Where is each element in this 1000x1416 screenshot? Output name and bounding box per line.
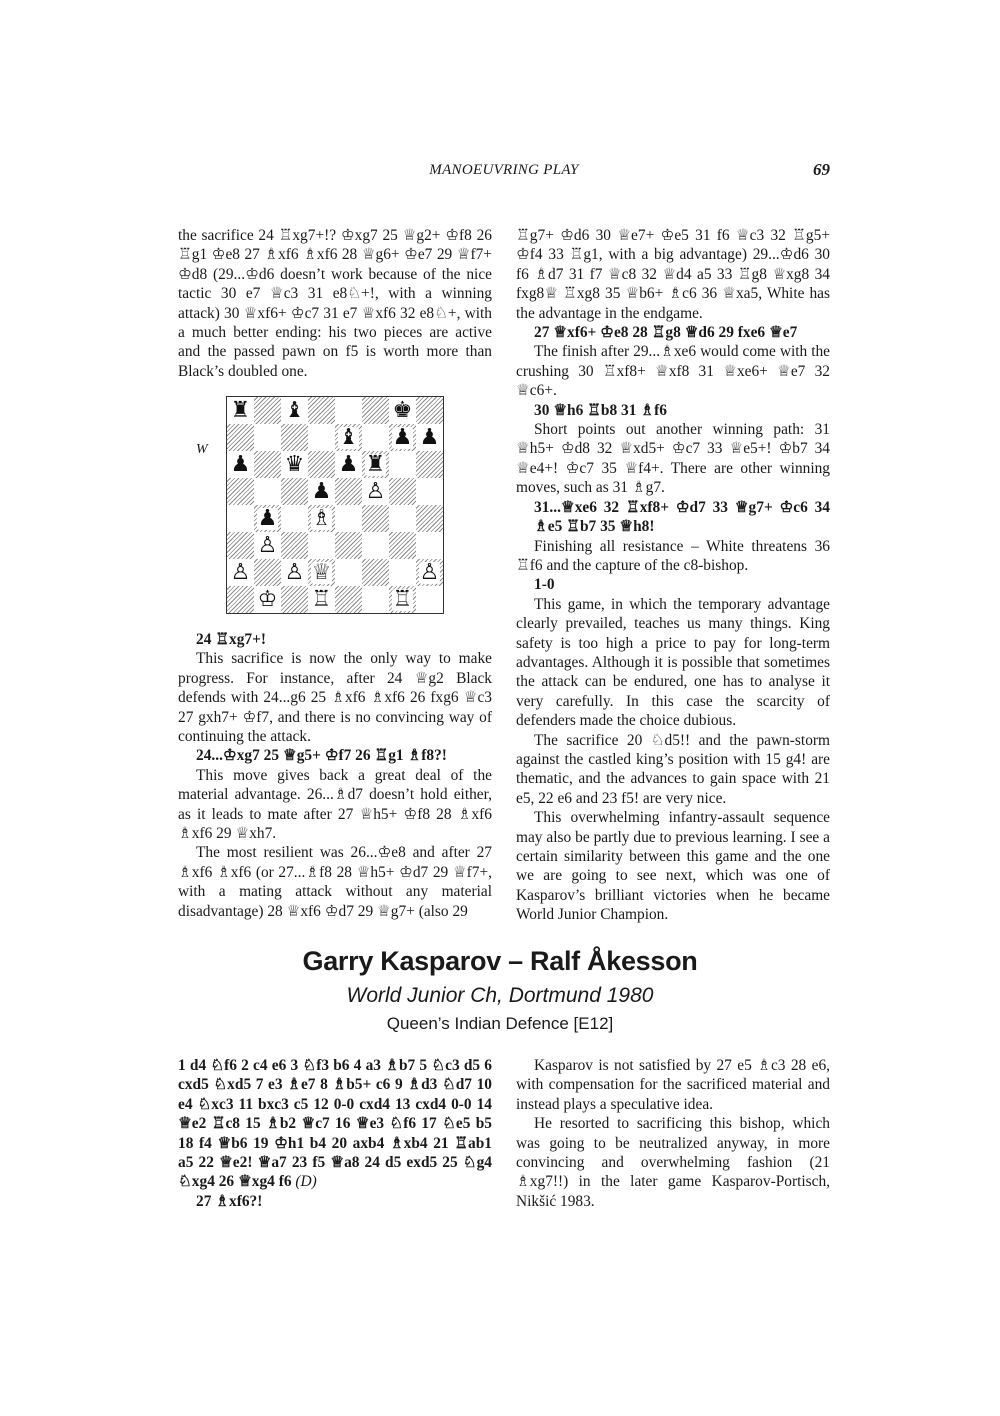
chess-piece: ♙ — [257, 532, 278, 558]
chess-piece: ♝ — [338, 424, 359, 450]
board-square — [389, 451, 416, 478]
chess-diagram — [196, 396, 446, 616]
board-square — [416, 505, 443, 532]
board-square — [362, 397, 389, 424]
board-square — [308, 559, 335, 586]
board-square — [362, 532, 389, 559]
board-square — [281, 586, 308, 613]
board-square — [416, 559, 443, 586]
chess-piece: ♙ — [365, 478, 386, 504]
chess-piece: ♗ — [311, 505, 332, 531]
chess-piece: ♖ — [311, 586, 332, 612]
board-square — [389, 532, 416, 559]
board-square — [227, 559, 254, 586]
chess-piece: ♖ — [392, 586, 413, 612]
chess-piece: ♟ — [419, 424, 440, 450]
board-square — [416, 478, 443, 505]
chess-piece: ♟ — [338, 451, 359, 477]
board-square — [389, 559, 416, 586]
board-square — [254, 505, 281, 532]
paragraph: The sacrifice 20 ♘d5!! and the pawn-storm against the castled king’s position with 15 g4! are thematic, and the advances to gain space with 21 e5, 22 e6 and 23 f5! are very nice. — [516, 731, 830, 807]
chess-board — [226, 396, 444, 614]
board-square — [416, 532, 443, 559]
move-line: 24...♔xg7 25 ♕g5+ ♔f7 26 ♖g1 ♗f8?! — [196, 747, 447, 765]
board-square — [416, 424, 443, 451]
chess-piece: ♟ — [257, 505, 278, 531]
board-square — [227, 397, 254, 424]
running-title: MANOEUVRING PLAY — [429, 162, 579, 178]
board-square — [308, 451, 335, 478]
board-square — [281, 451, 308, 478]
board-square — [335, 424, 362, 451]
board-square — [389, 397, 416, 424]
game-event: World Junior Ch, Dortmund 1980 — [346, 984, 654, 1007]
board-square — [227, 451, 254, 478]
paragraph: ♖g7+ ♔d6 30 ♕e7+ ♔e5 31 f6 ♕c3 32 ♖g5+ ♔f4 33 ♖g1, with a big advantage) 29...♔d6 30 f6 ♗d7 31 f7 ♕c8 32 ♕d4 a5 33 ♖g8 ♕xg8 34 fxg8♕ ♖xg8 35 ♕b6+ ♗c6 36 ♕xa5, White has the advantage in the endgame. — [516, 227, 830, 322]
board-square — [362, 478, 389, 505]
move-line: 27 ♕xf6+ ♔e8 28 ♖g8 ♕d6 29 fxe6 ♕e7 — [534, 324, 798, 342]
board-square — [362, 586, 389, 613]
board-square — [254, 397, 281, 424]
paragraph: the sacrifice 24 ♖xg7+!? ♔xg7 25 ♕g2+ ♔f8 26 ♖g1 ♔e8 27 ♗xf6 ♗xf6 28 ♕g6+ ♔e7 29 ♕f7+ ♔d8 (29...♔d6 doesn’t work because of the nice tactic 30 e7 ♕c3 31 e8♘+!, with a winning attack) 30 ♕xf6+ ♔c7 31 e7 ♕xf6 32 e8♘+, with a much better ending: his two pieces are active and the passed pawn on f5 is worth more than Black’s doubled one. — [178, 227, 492, 380]
move-line: 24 ♖xg7+! — [196, 631, 267, 648]
board-square — [335, 505, 362, 532]
board-square — [308, 397, 335, 424]
board-square — [308, 505, 335, 532]
paragraph: He resorted to sacrificing this bishop, which was going to be neutralized anyway, in more convincing and overwhelming fashion (21 ♗xg7!!) in the later game Kasparov-Portisch, Nikšić 1983. — [516, 1115, 830, 1210]
chess-piece: ♟ — [230, 451, 251, 477]
board-square — [308, 586, 335, 613]
board-square — [227, 478, 254, 505]
board-square — [227, 424, 254, 451]
board-square — [254, 559, 281, 586]
board-square — [416, 397, 443, 424]
left-column-bottom — [178, 1056, 492, 1211]
paragraph: The most resilient was 26...♔e8 and after 27 ♗xf6 ♗xf6 (or 27...♗f8 28 ♕h5+ ♔d7 29 ♕f7+, with a mating attack without any material disadvantage) 28 ♕xf6 ♔d7 29 ♕g7+ (also 29 — [178, 844, 492, 920]
board-square — [254, 586, 281, 613]
board-square — [308, 424, 335, 451]
board-square — [389, 424, 416, 451]
chess-piece: ♜ — [230, 397, 251, 423]
paragraph: This game, in which the temporary advantage clearly prevailed, teaches us many things. King safety is too high a price to pay for long-term advantages. Although it is possible that sometimes the attack can be endured, one has to analyse it very carefully. In this case the scarcity of defenders made the choice dubious. — [516, 595, 830, 730]
paragraph: The finish after 29...♗xe6 would come with the crushing 30 ♖xf8+ ♕xf8 31 ♕xe6+ ♕e7 32 ♕c6+. — [516, 343, 830, 400]
left-column-middle — [178, 630, 492, 921]
side-to-move: W — [196, 442, 208, 457]
board-square — [335, 586, 362, 613]
board-square — [335, 478, 362, 505]
board-square — [281, 424, 308, 451]
page-number: 69 — [813, 160, 830, 179]
paragraph: This move gives back a great deal of the material advantage. 26...♗d7 doesn’t hold either, as it leads to mate after 27 ♕h5+ ♔f8 28 ♗xf6 ♗xf6 29 ♕xh7. — [178, 766, 492, 843]
board-square — [416, 586, 443, 613]
board-square — [281, 397, 308, 424]
board-square — [281, 532, 308, 559]
board-square — [389, 586, 416, 613]
right-column-top — [516, 226, 830, 925]
move-line: 30 ♕h6 ♖b8 31 ♗f6 — [534, 401, 667, 419]
paragraph: Short points out another winning path: 31 ♕h5+ ♔d8 32 ♕xd5+ ♔c7 33 ♕e5+! ♔b7 34 ♕e4+! ♔c7 35 ♕f4+. There are other winning moves, such as 31 ♗g7. — [516, 421, 830, 497]
board-square — [389, 478, 416, 505]
chess-piece: ♙ — [419, 559, 440, 585]
board-square — [389, 505, 416, 532]
game-moves — [178, 1056, 492, 1192]
paragraph: Kasparov is not satisfied by 27 e5 ♗c3 28 e6, with compensation for the sacrificed material and instead plays a speculative idea. — [516, 1057, 830, 1113]
moves-text: 1 d4 ♘f6 2 c4 e6 3 ♘f3 b6 4 a3 ♗b7 5 ♘c3 d5 6 cxd5 ♘xd5 7 e3 ♗e7 8 ♗b5+ c6 9 ♗d3 ♘d7 10 e4 ♘xc3 11 bxc3 c5 12 0-0 cxd4 13 cxd4 0-0 14 ♕e2 ♖c8 15 ♗b2 ♕c7 16 ♕e3 ♘f6 17 ♘e5 b5 18 f4 ♕b6 19 ♔h1 b4 20 axb4 ♗xb4 21 ♖ab1 a5 22 ♕e2! ♕a7 23 f5 ♕a8 24 d5 exd5 25 ♘g4 ♘xg4 26 ♕xg4 f6 — [178, 1057, 492, 1191]
move-line: 31...♕xe6 32 ♖xf8+ ♔d7 33 ♕g7+ ♔c6 34 ♗e5 ♖b7 35 ♕h8! — [534, 498, 830, 536]
board-square — [281, 505, 308, 532]
board-square — [362, 424, 389, 451]
chess-piece: ♛ — [284, 451, 305, 477]
result: 1-0 — [534, 576, 555, 594]
chess-piece: ♟ — [392, 424, 413, 450]
board-square — [308, 478, 335, 505]
board-square — [335, 397, 362, 424]
move-line: 27 ♗xf6?! — [196, 1192, 263, 1210]
board-square — [335, 559, 362, 586]
board-square — [335, 532, 362, 559]
paragraph: Finishing all resistance – White threatens 36 ♖f6 and the capture of the c8-bishop. — [516, 537, 830, 574]
page-header — [178, 160, 830, 184]
chess-piece: ♝ — [284, 397, 305, 423]
board-square — [254, 532, 281, 559]
board-square — [335, 451, 362, 478]
paragraph: This overwhelming infantry-assault sequence may also be partly due to previous learning. I see a certain similarity between this game and the one we are going to see next, which was one of Kasparov’s brilliant victories when he became World Junior Champion. — [516, 809, 830, 924]
chess-piece: ♙ — [230, 559, 251, 585]
board-square — [362, 451, 389, 478]
board-square — [416, 451, 443, 478]
board-square — [254, 424, 281, 451]
board-square — [281, 559, 308, 586]
chess-piece: ♚ — [392, 397, 413, 423]
chess-piece: ♟ — [311, 478, 332, 504]
board-square — [227, 586, 254, 613]
board-square — [254, 451, 281, 478]
paragraph: This sacrifice is now the only way to make progress. For instance, after 24 ♕g2 Black defends with 24...g6 25 ♗xf6 ♗xf6 26 fxg6 ♕c3 27 gxh7+ ♔f7, and there is no convincing way of continuing the attack. — [178, 650, 492, 746]
board-square — [362, 505, 389, 532]
board-square — [254, 478, 281, 505]
game-title: Garry Kasparov – Ralf Åkesson — [302, 946, 698, 976]
left-column-top — [178, 226, 492, 381]
board-square — [362, 559, 389, 586]
chess-piece: ♔ — [257, 586, 278, 612]
chess-piece: ♕ — [311, 559, 332, 585]
game-opening: Queen’s Indian Defence [E12] — [386, 1014, 614, 1033]
board-square — [281, 478, 308, 505]
board-square — [227, 505, 254, 532]
board-square — [227, 532, 254, 559]
diagram-ref: (D) — [295, 1173, 317, 1191]
right-column-bottom — [516, 1056, 830, 1211]
chess-piece: ♙ — [284, 559, 305, 585]
chess-piece: ♜ — [365, 451, 386, 477]
board-square — [308, 532, 335, 559]
